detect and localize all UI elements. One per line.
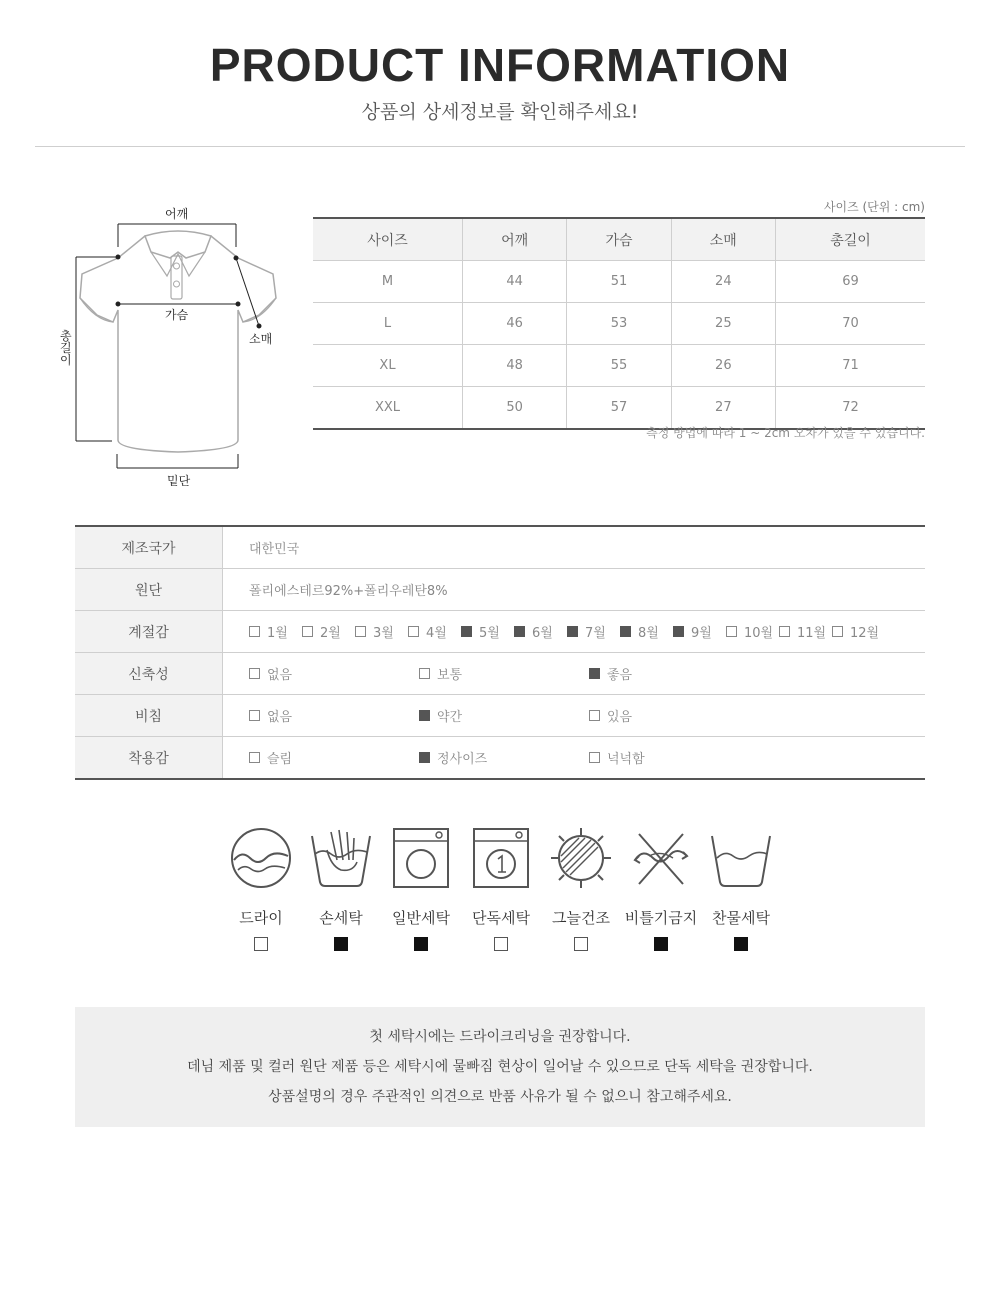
care-checkbox (414, 937, 428, 951)
months-option (620, 622, 673, 641)
option-label: 2월 (320, 626, 341, 641)
option-label: 4월 (426, 626, 447, 641)
care-checkbox (574, 937, 588, 951)
hem-label: 밑단 (167, 474, 191, 488)
stretch-option (249, 664, 419, 683)
months-option (355, 622, 408, 641)
care-item: 비틀기금지 (621, 826, 701, 951)
fit-option (589, 748, 759, 767)
option-label: 없음 (267, 668, 293, 683)
checkbox-icon (302, 626, 313, 637)
wash-separately-icon (469, 826, 533, 890)
size-cell: 46 (463, 303, 567, 345)
care-checkbox (734, 937, 748, 951)
header-cell: 어깨 (463, 218, 567, 261)
sleeve-label: 소매 (249, 332, 273, 346)
option-label: 슬림 (267, 752, 293, 767)
shade-dry-icon (549, 826, 613, 890)
checkbox-icon (461, 626, 472, 637)
care-checkbox (254, 937, 268, 951)
care-checkbox (494, 937, 508, 951)
shoulder-label: 어깨 (165, 207, 189, 221)
header-cell: 소매 (671, 218, 775, 261)
dry-clean-icon (229, 826, 293, 890)
do-not-wring-icon (629, 826, 693, 890)
hand-wash-icon (309, 826, 373, 890)
chest-label: 가슴 (165, 308, 189, 322)
table-row (313, 387, 925, 430)
row-label: 제조국가 (75, 526, 223, 569)
option-label: 좋음 (607, 668, 633, 683)
size-cell: 48 (463, 345, 567, 387)
checkbox-icon (589, 752, 600, 763)
care-item: 찬물세탁 (701, 826, 781, 951)
table-row (75, 569, 925, 611)
option-label: 9월 (691, 626, 712, 641)
option-label: 6월 (532, 626, 553, 641)
months-option (514, 622, 567, 641)
months-option (779, 622, 832, 641)
months-option (302, 622, 355, 641)
size-table-header (313, 218, 925, 261)
header-cell: 총길이 (775, 218, 925, 261)
months-option (726, 622, 779, 641)
months-option (461, 622, 514, 641)
table-row (313, 303, 925, 345)
size-table (313, 217, 925, 430)
checkbox-icon (514, 626, 525, 637)
table-row (75, 737, 925, 780)
size-diagram (55, 200, 295, 495)
size-cell: 53 (567, 303, 671, 345)
size-cell: 51 (567, 261, 671, 303)
table-row (75, 611, 925, 653)
table-row (75, 695, 925, 737)
stretch-options (249, 664, 925, 683)
months-option (832, 622, 885, 641)
page-subtitle: 상품의 상세정보를 확인해주세요! (361, 101, 639, 123)
sheer-option (419, 706, 589, 725)
size-cell: L (313, 303, 463, 345)
checkbox-icon (673, 626, 684, 637)
care-notice (75, 1007, 925, 1127)
option-label: 넉넉함 (607, 752, 645, 767)
option-label: 1월 (267, 626, 288, 641)
care-item: 드라이 (221, 826, 301, 951)
row-label: 착용감 (75, 737, 223, 780)
table-row (75, 653, 925, 695)
size-cell: 44 (463, 261, 567, 303)
checkbox-icon (779, 626, 790, 637)
header-cell: 사이즈 (313, 218, 463, 261)
country-value: 대한민국 (223, 526, 926, 569)
size-cell: 27 (671, 387, 775, 430)
option-label: 5월 (479, 626, 500, 641)
care-instructions (221, 826, 781, 956)
checkbox-icon (355, 626, 366, 637)
machine-wash-icon (389, 826, 453, 890)
option-label: 11월 (797, 626, 827, 641)
sheer-option (589, 706, 759, 725)
care-item: 단독세탁 (461, 826, 541, 951)
option-label: 8월 (638, 626, 659, 641)
tolerance-note: 측정 방법에 따라 1 ~ 2cm 오차가 있을 수 있습니다. (646, 426, 925, 440)
checkbox-icon (249, 752, 260, 763)
product-info-table (75, 525, 925, 780)
header-divider (35, 146, 965, 147)
checkbox-icon (249, 710, 260, 721)
fit-options (249, 748, 925, 767)
checkbox-icon (419, 710, 430, 721)
care-item: 손세탁 (301, 826, 381, 951)
header-cell: 가슴 (567, 218, 671, 261)
season-options (249, 622, 925, 641)
checkbox-icon (620, 626, 631, 637)
page-title: PRODUCT INFORMATION (209, 39, 791, 91)
care-checkbox (654, 937, 668, 951)
size-cell: 70 (775, 303, 925, 345)
option-label: 10월 (744, 626, 774, 641)
option-label: 12월 (850, 626, 880, 641)
row-label: 신축성 (75, 653, 223, 695)
notice-line: 상품설명의 경우 주관적인 의견으로 반품 사유가 될 수 없으니 참고해주세요. (268, 1089, 732, 1105)
polo-shirt-icon (55, 200, 295, 495)
months-option (567, 622, 620, 641)
row-label: 원단 (75, 569, 223, 611)
cold-wash-icon (709, 826, 773, 890)
table-row (313, 345, 925, 387)
size-cell: 25 (671, 303, 775, 345)
table-row (75, 526, 925, 569)
checkbox-icon (419, 668, 430, 679)
size-cell: 57 (567, 387, 671, 430)
checkbox-icon (249, 626, 260, 637)
notice-line: 데님 제품 및 컬러 원단 제품 등은 세탁시에 물빠짐 현상이 일어날 수 있으므로 단독 세탁을 권장합니다. (187, 1059, 813, 1075)
option-label: 보통 (437, 668, 463, 683)
size-cell: 72 (775, 387, 925, 430)
sheer-options (249, 706, 925, 725)
care-item: 그늘건조 (541, 826, 621, 951)
checkbox-icon (832, 626, 843, 637)
sheer-option (249, 706, 419, 725)
size-cell: 55 (567, 345, 671, 387)
checkbox-icon (249, 668, 260, 679)
table-row (313, 261, 925, 303)
checkbox-icon (567, 626, 578, 637)
checkbox-icon (419, 752, 430, 763)
size-cell: XXL (374, 400, 401, 415)
row-label: 계절감 (75, 611, 223, 653)
unit-note: 사이즈 (단위 : cm) (823, 200, 925, 214)
option-label: 약간 (437, 710, 463, 725)
option-label: 정사이즈 (437, 752, 488, 767)
option-label: 3월 (373, 626, 394, 641)
checkbox-icon (589, 668, 600, 679)
size-cell: 26 (671, 345, 775, 387)
fit-option (419, 748, 589, 767)
fabric-value: 폴리에스테르92%+폴리우레탄8% (223, 569, 926, 611)
length-label: 총 길 이 (60, 329, 72, 367)
months-option (249, 622, 302, 641)
size-cell: 50 (463, 387, 567, 430)
months-option (673, 622, 726, 641)
stretch-option (589, 664, 759, 683)
size-cell: 24 (671, 261, 775, 303)
notice-line: 첫 세탁시에는 드라이크리닝을 권장합니다. (369, 1029, 631, 1045)
care-item: 일반세탁 (381, 826, 461, 951)
option-label: 있음 (607, 710, 633, 725)
size-cell: 69 (775, 261, 925, 303)
row-label: 비침 (75, 695, 223, 737)
option-label: 없음 (267, 710, 293, 725)
checkbox-icon (408, 626, 419, 637)
checkbox-icon (726, 626, 737, 637)
fit-option (249, 748, 419, 767)
size-cell: 71 (775, 345, 925, 387)
size-cell: M (313, 261, 463, 303)
months-option (408, 622, 461, 641)
size-cell: XL (313, 345, 463, 387)
checkbox-icon (589, 710, 600, 721)
stretch-option (419, 664, 589, 683)
option-label: 7월 (585, 626, 606, 641)
care-checkbox (334, 937, 348, 951)
